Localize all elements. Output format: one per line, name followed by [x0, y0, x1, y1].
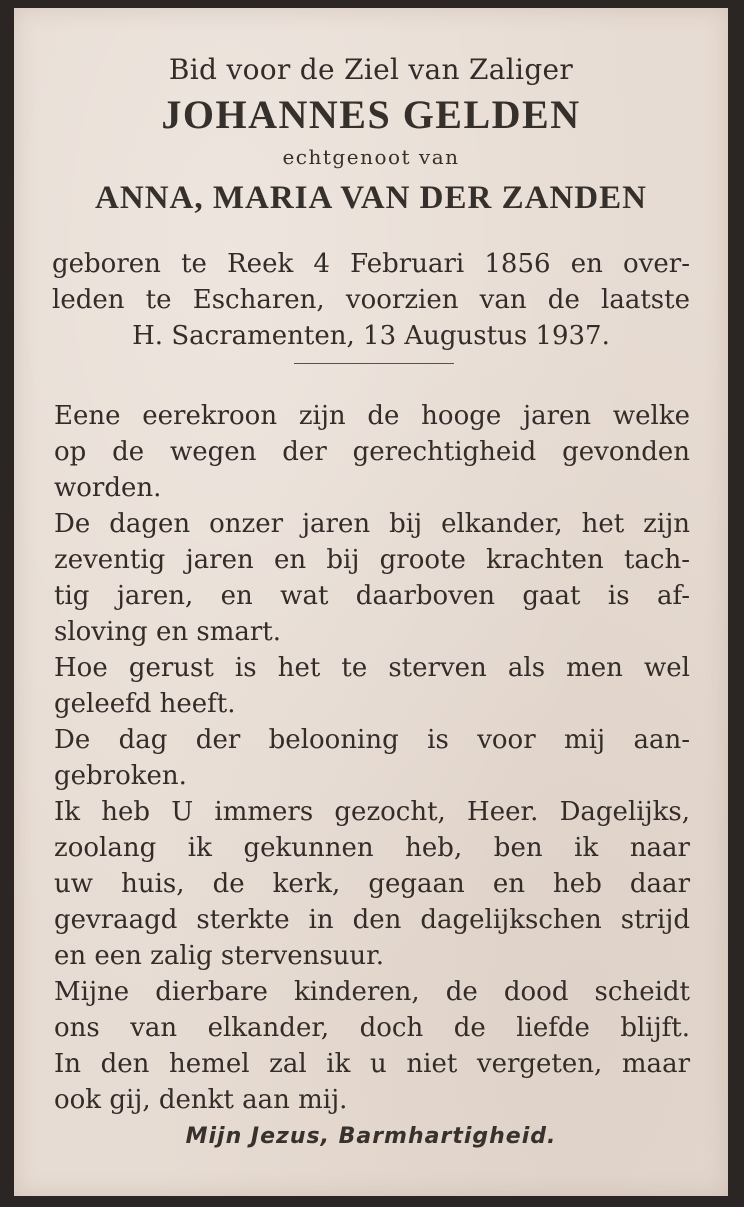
verse-line: tig jaren, en wat daarboven gaat is af-	[54, 581, 690, 611]
verse-line: In den hemel zal ik u niet vergeten, maar	[54, 1049, 690, 1079]
verse-line: en een zalig stervensuur.	[54, 941, 385, 971]
verse-line: De dag der belooning is voor mij aan-	[54, 725, 690, 755]
verse-line: geleefd heeft.	[54, 689, 236, 719]
verse-line: ons van elkander, doch de liefde blijft.	[54, 1013, 690, 1043]
verse-line: worden.	[54, 473, 162, 503]
verse-line: uw huis, de kerk, gegaan en heb daar	[54, 869, 690, 899]
verse-line: Hoe gerust is het te sterven als men wel	[54, 653, 690, 683]
verse-line: De dagen onzer jaren bij elkander, het zijn	[54, 509, 690, 539]
verse-line: gebroken.	[54, 761, 187, 791]
verse-line: Mijne dierbare kinderen, de dood scheidt	[54, 977, 690, 1007]
verse-text	[54, 398, 690, 1118]
verse-line: Eene eerekroon zijn de hooge jaren welke	[54, 401, 690, 431]
verse-line: ook gij, denkt aan mij.	[54, 1085, 348, 1115]
verse-line: op de wegen der gerechtigheid gevonden	[54, 437, 690, 467]
closing-prayer: Mijn Jezus, Barmhartigheid.	[185, 1124, 557, 1149]
verse-line: gevraagd sterkte in den dagelijkschen strijd	[54, 905, 690, 935]
memorial-card	[14, 8, 728, 1196]
heading-block	[14, 52, 728, 218]
spouse-name: ANNA, MARIA VAN DER ZANDEN	[95, 180, 647, 216]
divider-rule	[294, 363, 454, 364]
verse-line: zeventig jaren en bij groote krachten tach-	[54, 545, 690, 575]
bio-line: H. Sacramenten, 13 Augustus 1937.	[132, 321, 610, 351]
verse-line: Ik heb U immers gezocht, Heer. Dagelijks,	[54, 797, 690, 827]
verse-line: zoolang ik gekunnen heb, ben ik naar	[54, 833, 690, 863]
intro-line: Bid voor de Ziel van Zaliger	[168, 53, 574, 86]
verse-line: sloving en smart.	[54, 617, 282, 647]
deceased-name: JOHANNES GELDEN	[161, 92, 581, 137]
biography	[52, 246, 690, 354]
bio-line: leden te Escharen, voorzien van de laatste	[52, 285, 690, 315]
bio-line: geboren te Reek 4 Februari 1856 en over-	[52, 249, 690, 279]
relation-label: echtgenoot van	[282, 145, 460, 169]
